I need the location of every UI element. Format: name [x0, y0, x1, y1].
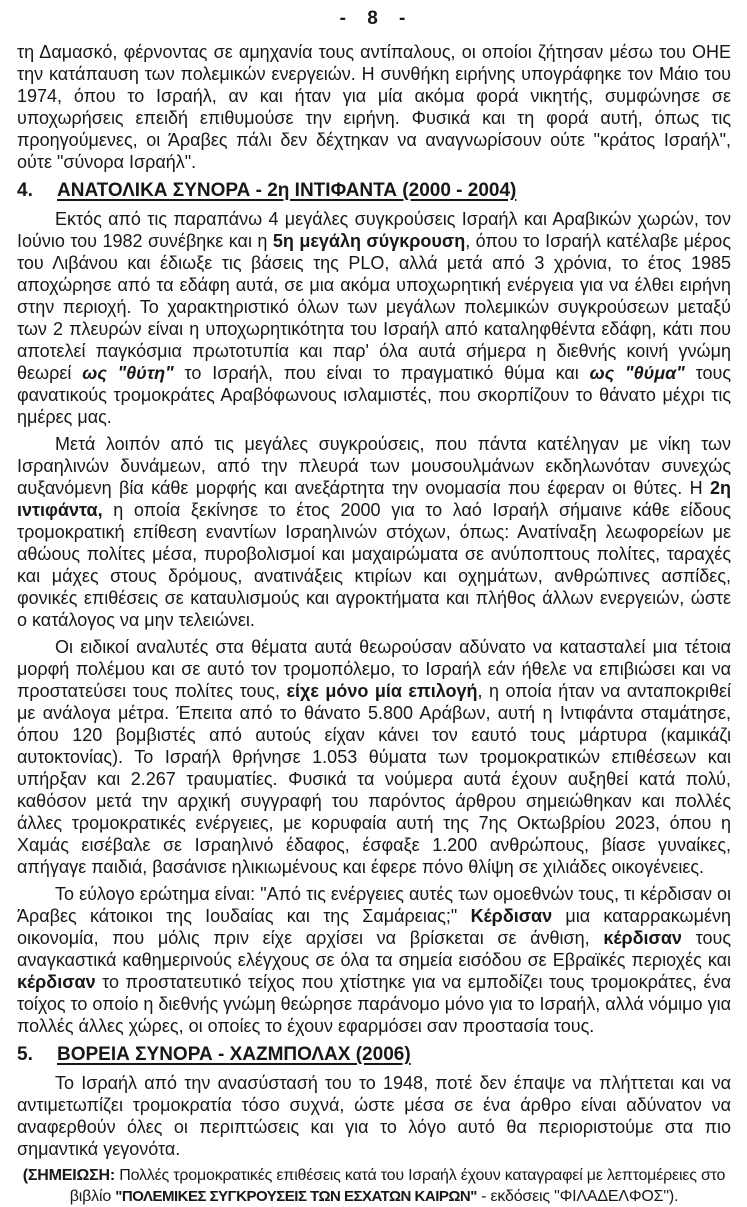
paragraph-question	[17, 883, 731, 1037]
section-heading-5	[17, 1044, 731, 1066]
text-run: η οποία ξεκίνησε το έτος 2000 για το λαό Ισραήλ σήμαινε κάθε είδους τρομοκρατική επίθεση εναντίων Ισραηλινών στόχων, όπως: Ανατίναξη λεωφορείων με αθώους πολίτες μέσα, πυροβολισμοί και μαχαιρώματα σε ανύποπτους πολίτες, ταραχές και μάχες στους δρόμους, ανατινάξεις κτιρίων και οχημάτων, ανθρώπινες ασπίδες, φονικές επιθέσεις σε καταυλισμούς και αγροκτήματα και πλήθος άλλων ενεργειών, ώστε ο κατάλογος να μην τελειώνει.	[17, 500, 731, 630]
section-5-title: ΒΟΡΕΙΑ ΣΥΝΟΡΑ - ΧΑΖΜΠΟΛΑΧ (2006)	[57, 1044, 411, 1065]
section-4-number: 4.	[17, 180, 33, 201]
bold-run-2nd-intifada: 2η ιντιφάντα,	[17, 478, 731, 520]
text-run: , όπου το Ισραήλ κατέλαβε μέρος του Λιβάνου και έδιωξε τις βάσεις της PLO, αλλά μετά από 3 χρόνια, το έτος 1985 αποχώρησε από τα εδάφη αυτά, σε μια ακόμα υποχωρητική ενέργεια για να έλθει ειρήνη στην περιοχή. Το χαρακτηριστικό όλων των μεγάλων πολεμικών συγκρούσεων μεταξύ των 2 πλευρών είναι η υποχωρητικότητα του Ισραήλ από καταληφθέντα εδάφη, κάτι που αποτελεί παγκόσμια πρωτοτυπία και παρ' όλα αυτά σήμερα η διεθνής κοινή γνώμη θεωρεί	[17, 231, 731, 383]
text-run: το Ισραήλ, που είναι το πραγματικό θύμα και	[173, 363, 590, 383]
text-run: τους φανατικούς τρομοκράτες Αραβόφωνους ισλαμιστές, που σκορπίζουν το θάνατο μέχρι τις ημέρες μας.	[17, 363, 732, 427]
bold-run-5th-conflict: 5η μεγάλη σύγκρουση	[272, 231, 466, 251]
text-run: Μετά λοιπόν από τις μεγάλες συγκρούσεις, που πάντα κατέληγαν με νίκη των Ισραηλινών δυνάμεων, από την πλευρά των μουσουλμάνων εκδηλωνόταν συνεχώς αυξανόμενη βία κάθε μορφής και ανεξάρτητα την ονομασία που έφεραν οι θύτες. Η	[17, 434, 731, 498]
text-run: Πολλές τρομοκρατικές επιθέσεις κατά του Ισραήλ έχουν καταγραφεί με λεπτομέρειες στο βιβλίο	[69, 1167, 726, 1205]
section-5-number: 5.	[17, 1044, 33, 1065]
paragraph-section5-intro	[17, 1072, 731, 1160]
text-run: τους αναγκαστικά καθημερινούς ελέγχους σε όλα τα σημεία εισόδου σε Εβραϊκές περιοχές και	[17, 928, 731, 970]
page-number: - 8 -	[339, 8, 409, 29]
text-run: το προστατευτικό τείχος που χτίστηκε για να εμποδίζει τους τρομοκράτες, ένα τοίχος το οποίο η διεθνής γνώμη θεώρησε παράνομο μόνο για το Ισραήλ, αλλά νόμιμο για πολλές άλλες χώρες, οι οποίες το έχουν εφαρμόσει σαν προστασία τους.	[17, 972, 731, 1036]
text-run: Το Ισραήλ από την ανασύστασή του το 1948, ποτέ δεν έπαψε να πλήττεται και να αντιμετωπίζει τρομοκρατία τόσο συχνά, ώστε μέσα σε ένα άρθρο είναι αδύνατον να αναφερθούν όλες οι περιπτώσεις και για το λόγο αυτό θα περιοριστούμε στα πιο σημαντικά γεγονότα.	[17, 1073, 731, 1159]
paragraph-second-intifada	[17, 433, 731, 631]
bold-run-gained-1: Κέρδισαν	[470, 906, 553, 926]
text-run: , η οποία ήταν να ανταποκριθεί με ανάλογα μέτρα. Έπειτα από το θάνατο 5.800 Αράβων, αυτή η Ιντιφάντα σταμάτησε, όπου 120 βομβιστές από αυτούς είχαν κάνει τον εαυτό τους μάρτυρα (καμικάζι αυτοκτονίας). Το Ισραήλ θρήνησε 1.053 θύματα των τρομοκρατικών επιθέσεων και υπήρξαν και 2.267 τραυματίες. Φυσικά τα νούμερα αυτά έχουν αυξηθεί κατά πολύ, καθόσον μετά την αρχική συγγραφή του παρόντος άρθρου σημειώθηκαν και πολλές άλλες τρομοκρατικές ενέργειες, με κορυφαία αυτή της 7ης Οκτωβρίου 2023, όπου η Χαμάς εισέβαλε σε Ισραηλινό έδαφος, έσφαξε 1.200 ανθρώπους, βίασε γυναίκες, απήγαγε παιδιά, βασάνισε ηλικιωμένους και έφερε πόνο θλίψη σε χιλιάδες οικογένειες.	[17, 681, 731, 877]
note-paragraph	[17, 1165, 731, 1207]
paragraph-analysts	[17, 636, 731, 878]
text-run: Εκτός από τις παραπάνω 4 μεγάλες συγκρούσεις Ισραήλ και Αραβικών χωρών, τον Ιούνιο του 1982 συνέβηκε και η	[17, 209, 731, 251]
text-run: τη Δαμασκό, φέρνοντας σε αμηχανία τους αντίπαλους, οι οποίοι ζήτησαν μέσω του ΟΗΕ την κατάπαυση των πολεμικών ενεργειών. Η συνθήκη ειρήνης υπογράφηκε τον Μάιο του 1974, όπου το Ισραήλ, αν και ήταν για μία ακόμα φορά νικητής, συμφώνησε σε υποχωρήσεις επειδή επιθυμούσε την ειρήνη. Φυσικά και τη φορά αυτή, όπως τις προηγούμενες, οι Άραβες πάλι δεν δέχτηκαν να αναγνωρίσουν ούτε "κράτος Ισραήλ", ούτε "σύνορα Ισραήλ".	[17, 42, 731, 172]
paragraph-section4-conflicts	[17, 208, 731, 428]
text-run: - εκδόσεις "ΦΙΛΑΔΕΛΦΟΣ").	[476, 1188, 679, 1205]
bold-italic-run-perpetrator: ως "θύτη"	[82, 363, 174, 383]
section-heading-4	[17, 180, 731, 202]
bold-italic-run-victim: ως "θύμα"	[589, 363, 685, 383]
section-4-title: ΑΝΑΤΟΛΙΚΑ ΣΥΝΟΡΑ - 2η ΙΝΤΙΦΑΝΤΑ (2000 - 2004)	[57, 180, 517, 201]
bold-run-book-title: "ΠΟΛΕΜΙΚΕΣ ΣΥΓΚΡΟΥΣΕΙΣ ΤΩΝ ΕΣΧΑΤΩΝ ΚΑΙΡΩΝ"	[115, 1188, 477, 1205]
text-run: μια καταρρακωμένη οικονομία, που μόλις πριν είχε αρχίσει να βρίσκεται σε άνθιση,	[17, 906, 731, 948]
bold-run-gained-3: κέρδισαν	[17, 972, 96, 992]
text-run: Το εύλογο ερώτημα είναι: "Από τις ενέργειες αυτές των ομοεθνών τους, τι κέρδισαν οι Άραβες κάτοικοι της Ιουδαίας και της Σαμάρειας;"	[17, 884, 731, 926]
bold-run-only-choice: είχε μόνο μία επιλογή	[286, 681, 478, 701]
text-run: Οι ειδικοί αναλυτές στα θέματα αυτά θεωρούσαν αδύνατο να κατασταλεί μια τέτοια μορφή πολέμου και σε αυτό τον τρομοπόλεμο, το Ισραήλ εάν ήθελε να επιβιώσει και να προστατεύσει τους πολίτες τους,	[17, 637, 731, 701]
paragraph-continuation	[17, 41, 731, 173]
bold-run-gained-2: κέρδισαν	[603, 928, 682, 948]
bold-run-note-label: (ΣΗΜΕΙΩΣΗ:	[22, 1167, 115, 1184]
